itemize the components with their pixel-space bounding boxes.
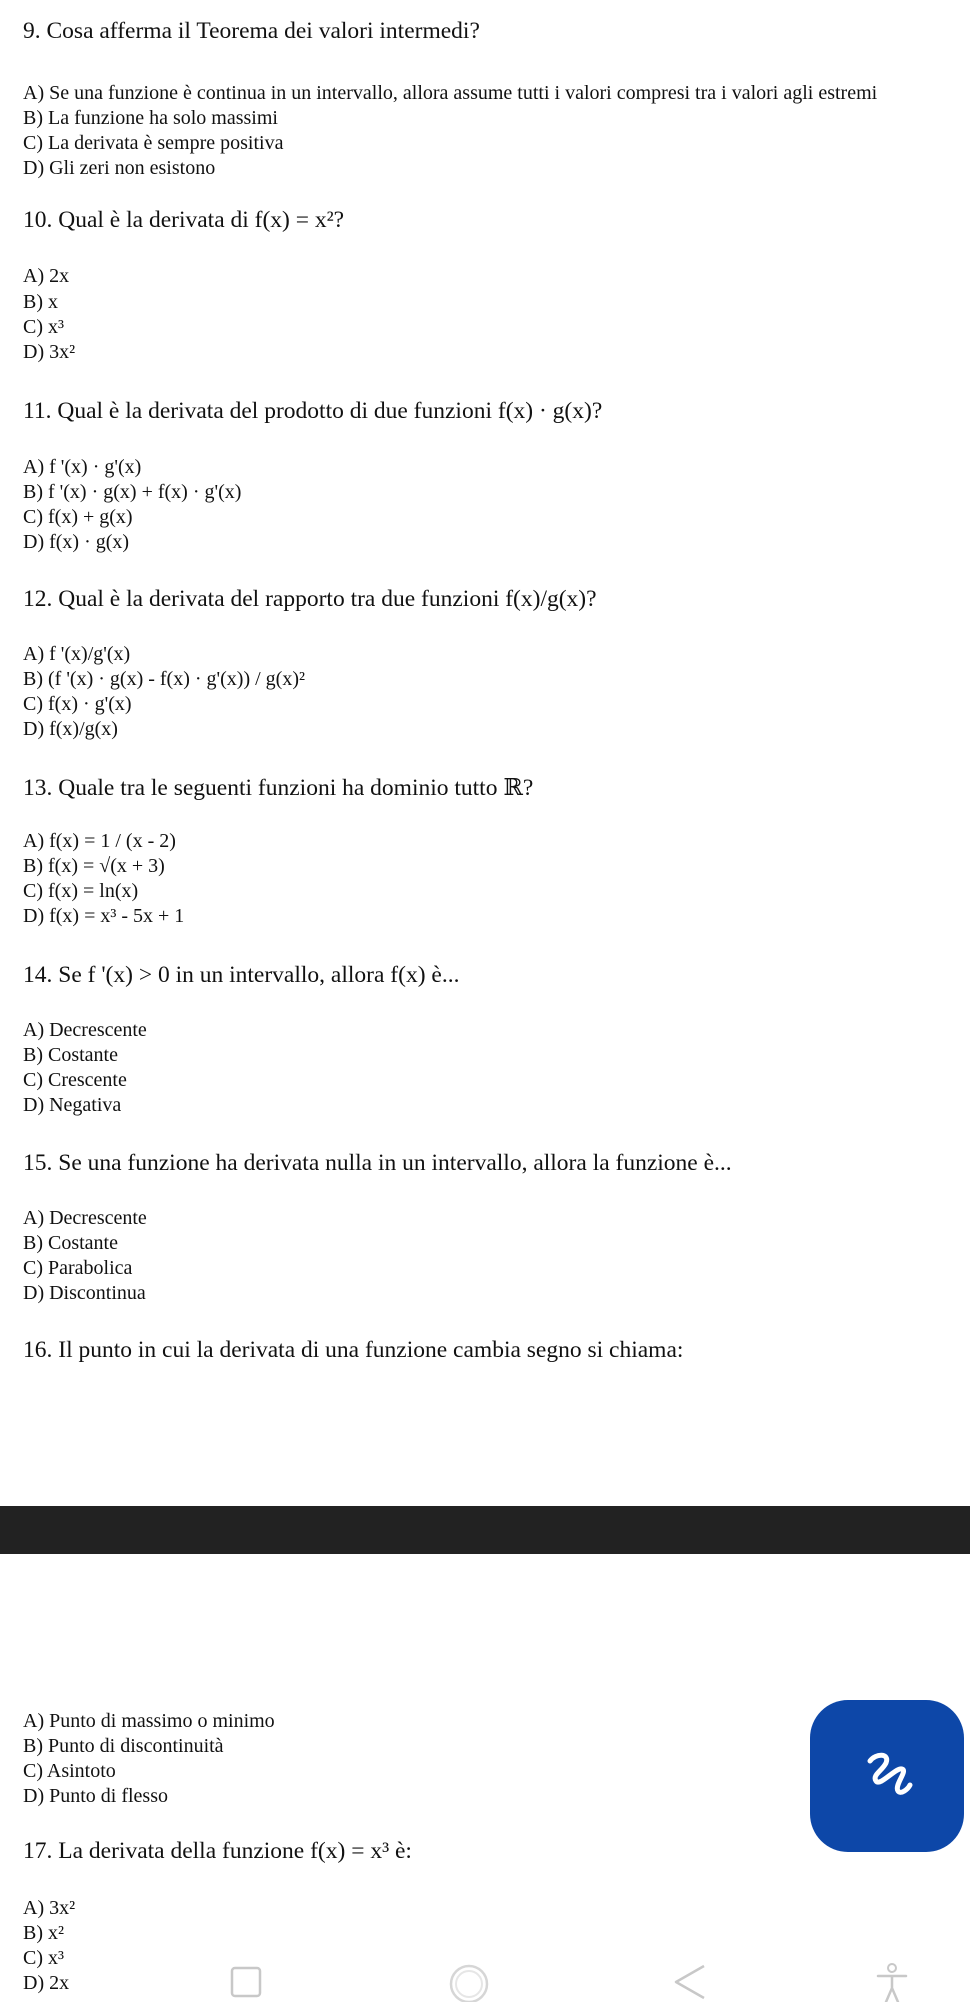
question-10-option-d: D) 3x² (23, 341, 76, 363)
question-14-option-c: C) Crescente (23, 1069, 127, 1091)
question-11-option-b: B) f '(x) · g(x) + f(x) · g'(x) (23, 481, 242, 503)
back-button[interactable] (668, 1962, 712, 2002)
question-10-option-b: B) x (23, 291, 58, 313)
question-10-option-c: C) x³ (23, 316, 64, 338)
home-button[interactable] (443, 1962, 495, 2002)
question-16-option-c: C) Asintoto (23, 1760, 116, 1782)
question-17-option-b: B) x² (23, 1922, 64, 1944)
question-14-title: 14. Se f '(x) > 0 in un intervallo, allora f(x) è... (23, 962, 460, 988)
question-10-title: 10. Qual è la derivata di f(x) = x²? (23, 207, 345, 233)
question-11-title: 11. Qual è la derivata del prodotto di due funzioni f(x) · g(x)? (23, 398, 603, 424)
question-12-title: 12. Qual è la derivata del rapporto tra due funzioni f(x)/g(x)? (23, 586, 597, 612)
question-16-title: 16. Il punto in cui la derivata di una funzione cambia segno si chiama: (23, 1337, 684, 1363)
question-13-title: 13. Quale tra le seguenti funzioni ha dominio tutto ℝ? (23, 775, 534, 801)
question-9-option-c: C) La derivata è sempre positiva (23, 132, 284, 154)
annotate-fab-button[interactable] (810, 1700, 964, 1852)
question-17-option-d: D) 2x (23, 1972, 70, 1994)
dark-separator-band (0, 1506, 970, 1554)
question-17-title: 17. La derivata della funzione f(x) = x³ è: (23, 1838, 412, 1864)
question-15-title: 15. Se una funzione ha derivata nulla in un intervallo, allora la funzione è... (23, 1150, 732, 1176)
question-10-option-a: A) 2x (23, 265, 70, 287)
question-13-option-d: D) f(x) = x³ - 5x + 1 (23, 905, 185, 927)
question-16-option-a: A) Punto di massimo o minimo (23, 1710, 275, 1732)
question-14-option-b: B) Costante (23, 1044, 118, 1066)
question-15-option-c: C) Parabolica (23, 1257, 133, 1279)
question-9-option-b: B) La funzione ha solo massimi (23, 107, 278, 129)
question-13-option-c: C) f(x) = ln(x) (23, 880, 139, 902)
question-15-option-a: A) Decrescente (23, 1207, 147, 1229)
question-15-option-b: B) Costante (23, 1232, 118, 1254)
question-11-option-c: C) f(x) + g(x) (23, 506, 133, 528)
question-12-option-b: B) (f '(x) · g(x) - f(x) · g'(x)) / g(x)² (23, 668, 305, 690)
question-9-option-a: A) Se una funzione è continua in un intervallo, allora assume tutti i valori compresi tra i valori agli estremi (23, 82, 878, 104)
square-icon (228, 1964, 264, 2000)
accessibility-icon (872, 1962, 912, 2002)
question-11-option-d: D) f(x) · g(x) (23, 531, 130, 553)
recents-button[interactable] (225, 1962, 267, 2002)
question-9-title: 9. Cosa afferma il Teorema dei valori intermedi? (23, 18, 480, 44)
question-12-option-c: C) f(x) · g'(x) (23, 693, 132, 715)
question-12-option-d: D) f(x)/g(x) (23, 718, 118, 740)
question-17-option-a: A) 3x² (23, 1897, 76, 1919)
question-13-option-b: B) f(x) = √(x + 3) (23, 855, 165, 877)
question-15-option-d: D) Discontinua (23, 1282, 146, 1304)
question-13-option-a: A) f(x) = 1 / (x - 2) (23, 830, 176, 852)
pen-scribble-icon (856, 1745, 918, 1807)
question-11-option-a: A) f '(x) · g'(x) (23, 456, 142, 478)
question-12-option-a: A) f '(x)/g'(x) (23, 643, 131, 665)
question-14-option-d: D) Negativa (23, 1094, 122, 1116)
question-16-option-d: D) Punto di flesso (23, 1785, 168, 1807)
question-14-option-a: A) Decrescente (23, 1019, 147, 1041)
question-17-option-c: C) x³ (23, 1947, 64, 1969)
accessibility-button[interactable] (870, 1962, 914, 2002)
circle-icon (444, 1962, 494, 2002)
question-16-option-b: B) Punto di discontinuità (23, 1735, 224, 1757)
triangle-back-icon (670, 1962, 710, 2002)
question-9-option-d: D) Gli zeri non esistono (23, 157, 216, 179)
